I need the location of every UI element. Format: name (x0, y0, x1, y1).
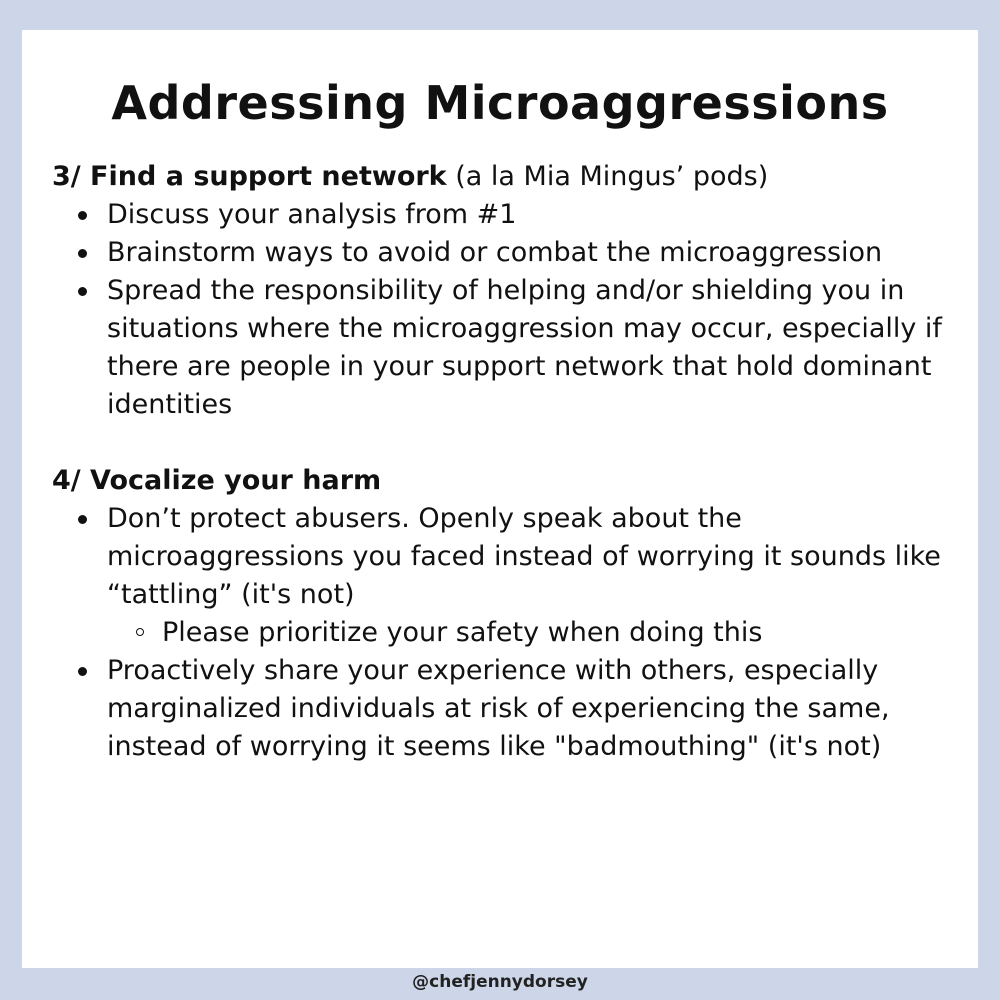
list-item-text: Discuss your analysis from #1 (107, 199, 517, 230)
bullet-icon (78, 515, 87, 524)
list-item-text: Don’t protect abusers. Openly speak about the microaggressions you faced instead of worrying it sounds like “tattling” (it's not) (107, 503, 941, 610)
page-title: Addressing Microaggressions (111, 76, 889, 130)
list-item (52, 272, 952, 424)
section-vocalize-harm (52, 462, 952, 766)
section-support-network (52, 158, 952, 424)
sub-bullet-icon (136, 628, 144, 636)
section-heading-bold: 3/ Find a support network (52, 161, 447, 192)
section-heading-note: (a la Mia Mingus’ pods) (455, 161, 769, 192)
list-item (52, 652, 952, 766)
section-heading-bold: 4/ Vocalize your harm (52, 465, 382, 496)
list-item-text: Spread the responsibility of helping and/or shielding you in situations where the microaggression may occur, especially if there are people in your support network that hold dominant identities (107, 275, 942, 420)
author-handle: @chefjennydorsey (412, 972, 588, 992)
section-heading (52, 158, 952, 196)
section-heading (52, 462, 952, 500)
list-item (52, 500, 952, 614)
bullet-list (52, 500, 952, 766)
bullet-icon (78, 249, 87, 258)
sub-list-item-text: Please prioritize your safety when doing this (162, 617, 763, 648)
list-item-text: Proactively share your experience with others, especially marginalized individuals at risk of experiencing the same, instead of worrying it seems like "badmouthing" (it's not) (107, 655, 890, 762)
list-item-text: Brainstorm ways to avoid or combat the microaggression (107, 237, 883, 268)
list-item (52, 196, 952, 234)
sub-list-item (52, 614, 952, 652)
bullet-icon (78, 287, 87, 296)
bullet-list (52, 196, 952, 424)
bullet-icon (78, 211, 87, 220)
bullet-icon (78, 667, 87, 676)
list-item (52, 234, 952, 272)
content-card (22, 30, 978, 968)
